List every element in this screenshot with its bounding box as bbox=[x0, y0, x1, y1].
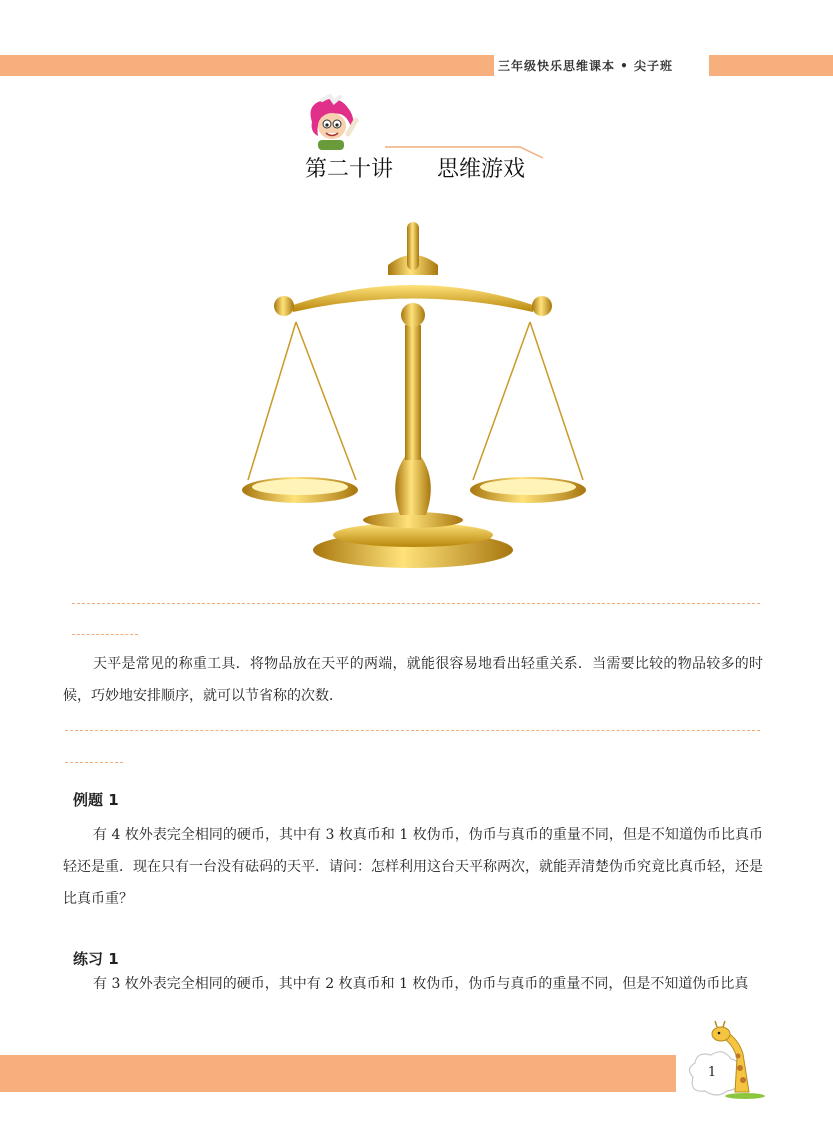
page-number: 1 bbox=[707, 1065, 717, 1080]
intro-border-top-wrap bbox=[72, 634, 138, 635]
cartoon-girl-mascot bbox=[300, 94, 362, 156]
footer-bar bbox=[0, 1055, 676, 1092]
exercise-1-heading: 练习 1 bbox=[73, 950, 119, 968]
exercise-1-text: 有 3 枚外表完全相同的硬币，其中有 2 枚真币和 1 枚伪币，伪币与真币的重量不同，但是不知道伪币比真 bbox=[93, 976, 749, 992]
intro-border-bottom-wrap bbox=[65, 762, 123, 763]
example-1-text: 有 4 枚外表完全相同的硬币，其中有 3 枚真币和 1 枚伪币，伪币与真币的重量不同，但是不知道伪币比真币轻还是重．现在只有一台没有砝码的天平．请问：怎样利用这台天平称两次，就能弄清楚伪币究竟比真币轻，还是比真币重？ bbox=[63, 827, 763, 907]
chapter-title bbox=[305, 152, 525, 183]
example-1-heading: 例题 1 bbox=[73, 791, 119, 809]
intro-paragraph: 天平是常见的称重工具．将物品放在天平的两端，就能很容易地看出轻重关系．当需要比较的物品较多的时候，巧妙地安排顺序，就可以节省称的次数． bbox=[63, 656, 763, 704]
chapter-number: 第二十讲 bbox=[305, 157, 394, 182]
header-title: 三年级快乐思维课本 • 尖子班 bbox=[498, 59, 674, 73]
intro-border-bottom bbox=[65, 730, 760, 731]
intro-border-top bbox=[72, 603, 760, 604]
header-bar-left bbox=[0, 55, 494, 76]
giraffe-mascot bbox=[705, 1018, 767, 1100]
chapter-name: 思维游戏 bbox=[437, 157, 526, 182]
balance-scale-illustration bbox=[228, 210, 598, 580]
header-bar-right bbox=[709, 55, 833, 76]
